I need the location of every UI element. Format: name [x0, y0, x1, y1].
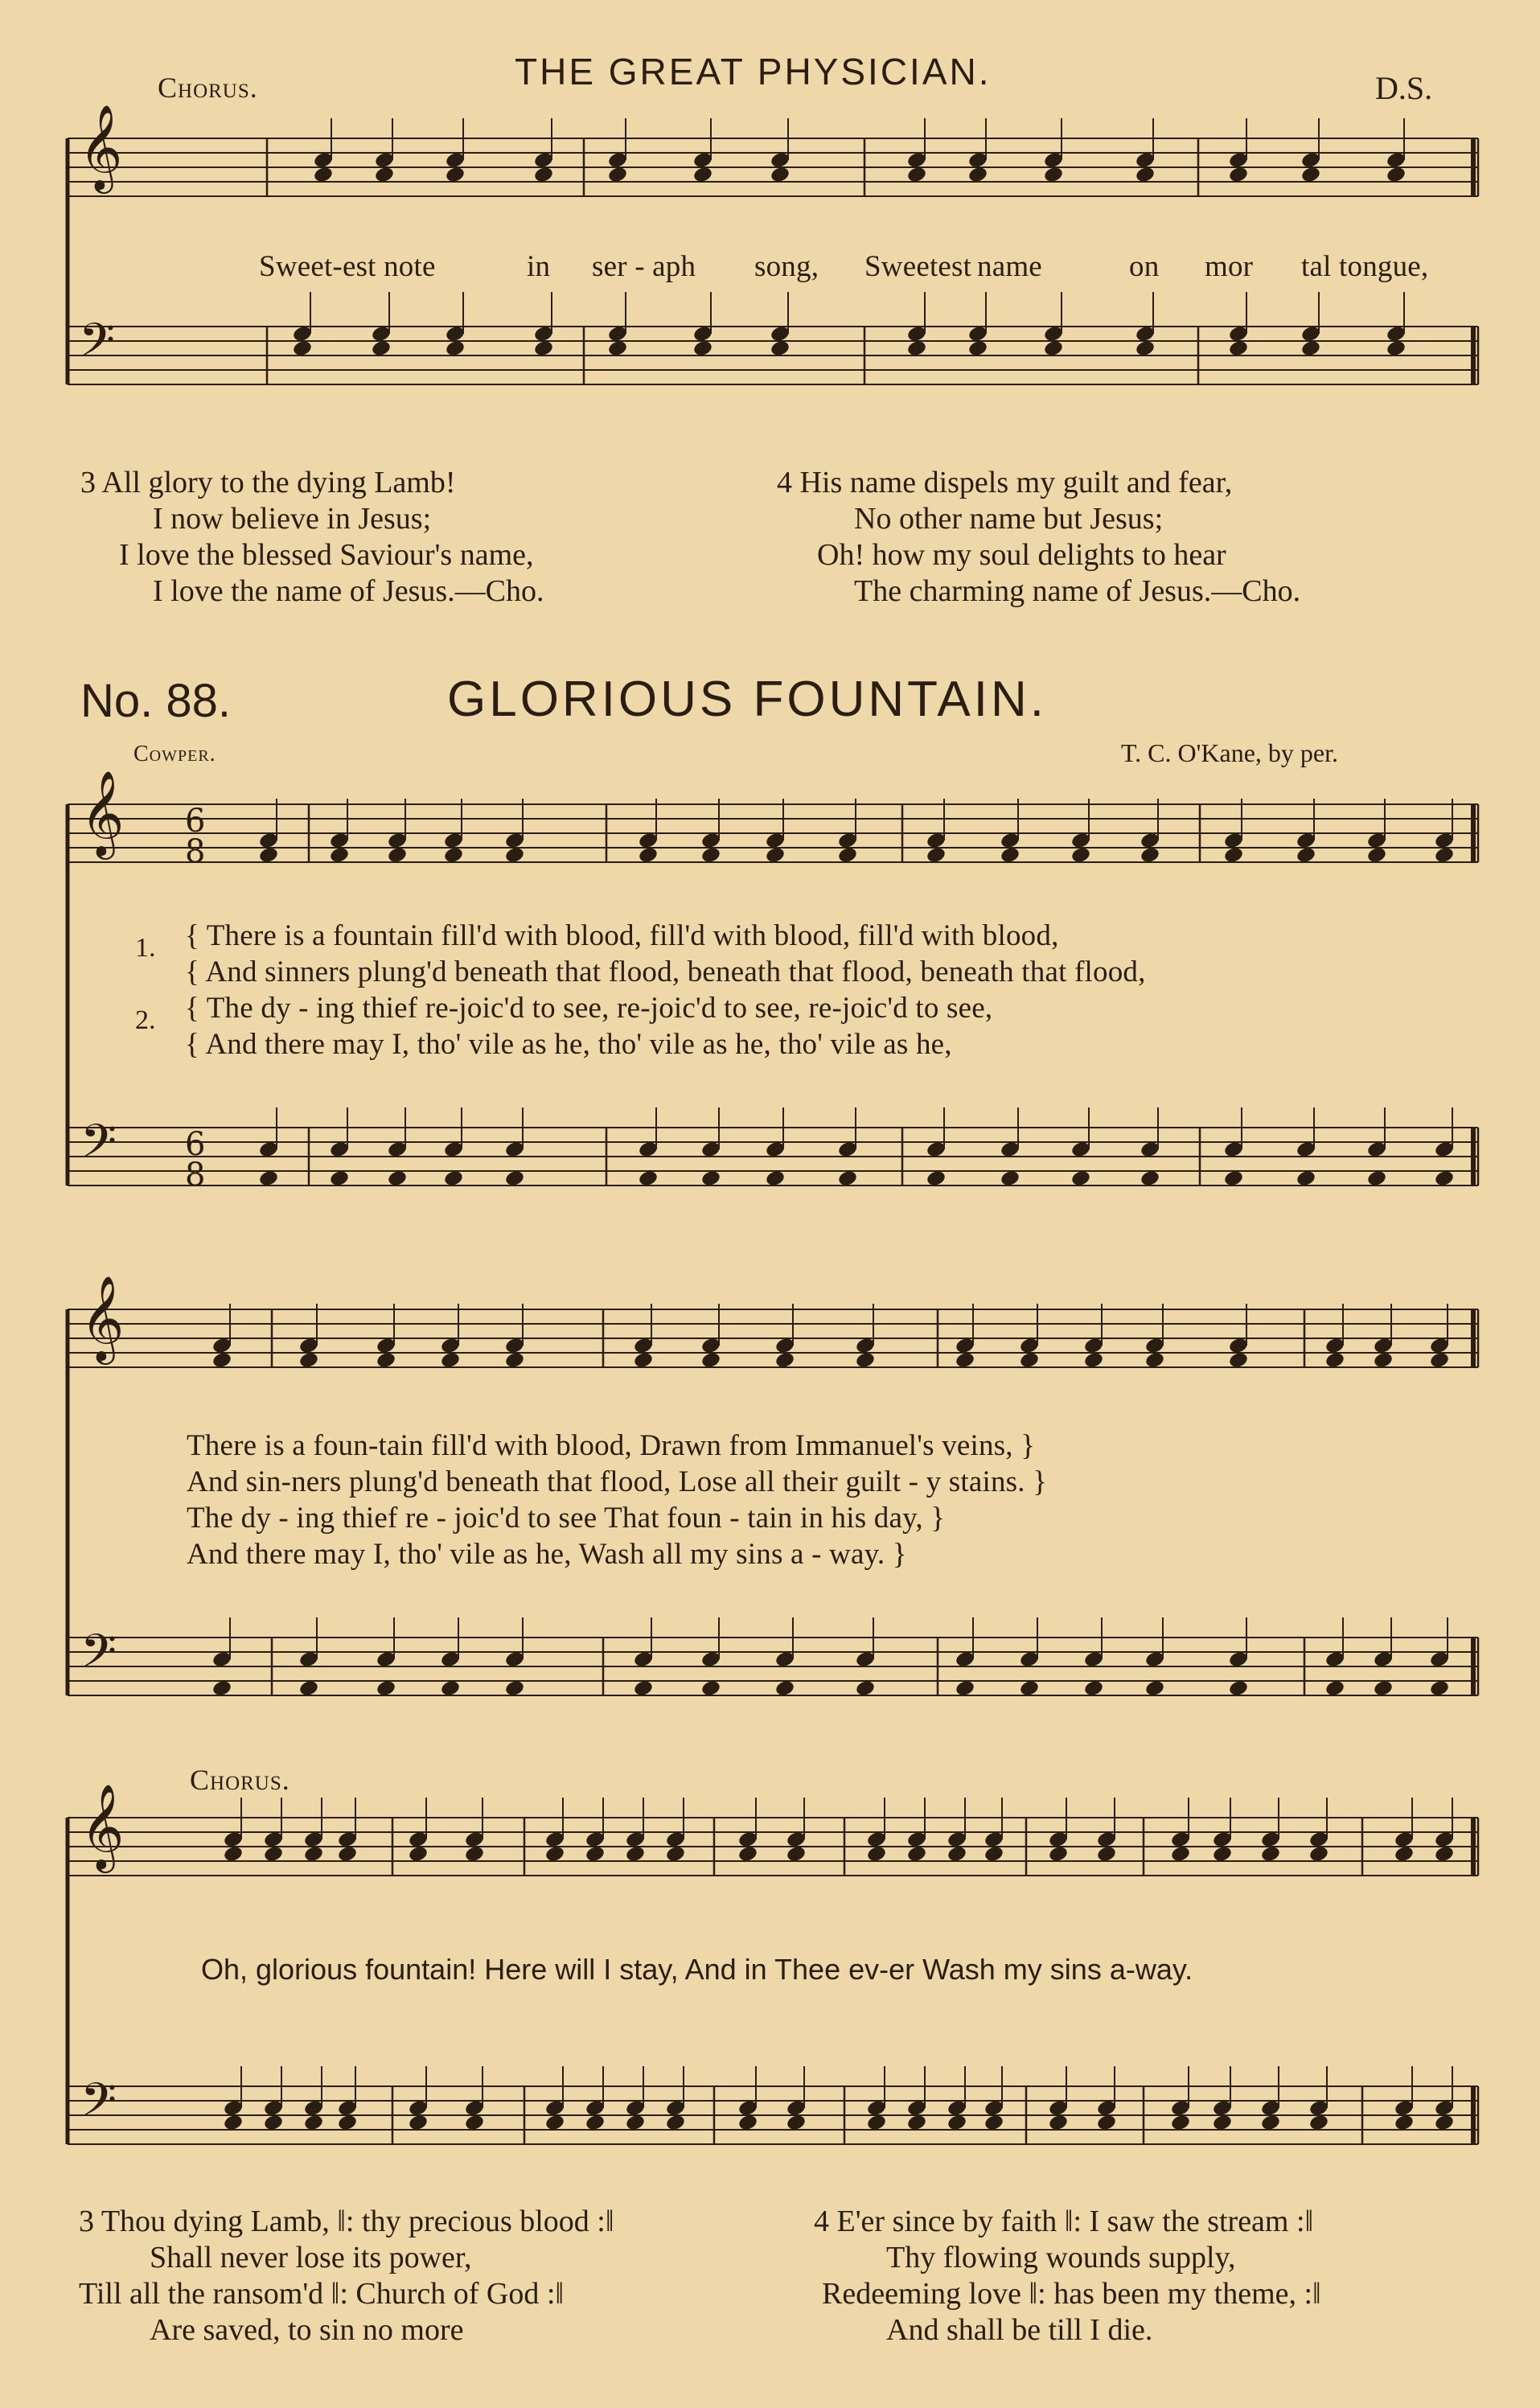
system-b-treble-note [1434, 846, 1455, 865]
system-c-treble-note [1324, 1351, 1345, 1370]
system-d-bass-note [1308, 2114, 1329, 2132]
system-d-bass-note [223, 2114, 244, 2132]
system-c-bass-note [1228, 1679, 1249, 1698]
system-b-bass-note [638, 1169, 659, 1188]
system-a-treble-note [445, 166, 466, 184]
system-d-treble-note [337, 1845, 358, 1864]
system-c-treble-note [211, 1351, 232, 1370]
system-a-treble-note [906, 166, 927, 184]
system-b-bass-note [1000, 1169, 1021, 1188]
system-d-bass-note [585, 2114, 606, 2132]
system-c-bass-note [1373, 1679, 1394, 1698]
system-c-bass-note [774, 1679, 795, 1698]
system-d-treble-note [1260, 1845, 1281, 1864]
system-b-treble-note [443, 846, 464, 865]
system-c-treble-note [1373, 1351, 1394, 1370]
system-c-treble-note [376, 1351, 396, 1370]
system-d-treble-note [464, 1845, 485, 1864]
system-c-bass-note [855, 1679, 876, 1698]
system-d-treble-note [947, 1845, 967, 1864]
system-a-treble-note [692, 166, 713, 184]
system-b-treble-note [700, 846, 721, 865]
system-c-treble-note [1429, 1351, 1450, 1370]
system-a-bass-note [770, 339, 791, 358]
system-a-bass-note [1135, 339, 1156, 358]
composer-credit: T. C. O'Kane, by per. [1121, 738, 1338, 767]
system-a-treble-note [1300, 166, 1321, 184]
system-d-treble-note [408, 1845, 429, 1864]
system-d-bass-note [906, 2114, 927, 2132]
system-d-bass-note [1048, 2114, 1069, 2132]
stanza-2-label: 2. [135, 1005, 156, 1035]
system-a-bass-note [371, 339, 392, 358]
system-c-bass-note [1429, 1679, 1450, 1698]
system-c-bass-note [955, 1679, 975, 1698]
system-c-bass-note [1019, 1679, 1040, 1698]
stanza-1-label: 1. [135, 933, 156, 963]
system-d-bass-note [947, 2114, 967, 2132]
system-c-treble-note [440, 1351, 461, 1370]
system-d-treble-note [1308, 1845, 1329, 1864]
treble-clef-icon: 𝄞 [80, 1275, 125, 1361]
system-b-treble-note [387, 846, 408, 865]
system-d-treble-note [585, 1845, 606, 1864]
system-b-bass-note [765, 1169, 786, 1188]
system-d-bass-note [625, 2114, 646, 2132]
treble-clef-icon: 𝄞 [80, 770, 125, 856]
system-c-bass-note [1144, 1679, 1165, 1698]
system-b-bass-time-sig-bottom: 8 [185, 1157, 206, 1194]
system-c-treble-note [1144, 1351, 1165, 1370]
system-a-bass-note [1386, 339, 1407, 358]
author-credit: Cowper. [133, 742, 216, 766]
system-b-treble-note [1000, 846, 1021, 865]
system-a-treble-note [533, 166, 554, 184]
system-d-bass-note [1170, 2114, 1191, 2132]
system-b-bass-note [837, 1169, 858, 1188]
system-a-treble-note [313, 166, 334, 184]
system-d-bass-note [1434, 2114, 1455, 2132]
system-b-bass-note [1434, 1169, 1455, 1188]
chorus-label: Chorus. [190, 1764, 290, 1796]
system-d-treble-note [303, 1845, 324, 1864]
system-b-treble-note [926, 846, 947, 865]
system-d-bass-note [1394, 2114, 1415, 2132]
system-d-bass-note [737, 2114, 758, 2132]
system-d-treble-note [1170, 1845, 1191, 1864]
system-b-treble-note [1140, 846, 1160, 865]
system-a-bass-note [445, 339, 466, 358]
system-b-treble-note [1223, 846, 1244, 865]
system-c-bass-note [700, 1679, 721, 1698]
system-a-bass-note [1228, 339, 1249, 358]
system-a-bass-note [1043, 339, 1064, 358]
system-d-bass-note [544, 2114, 565, 2132]
system-d-bass-note [408, 2114, 429, 2132]
system-b-time-sig-top: 6 [185, 803, 206, 840]
system-c-bass-note [1083, 1679, 1104, 1698]
system-c-bass-note [211, 1679, 232, 1698]
system-a-bass-note [292, 339, 313, 358]
system-a-bass-note [906, 339, 927, 358]
system-d-treble-note [906, 1845, 927, 1864]
system-d-bass-note [1212, 2114, 1233, 2132]
bass-clef-icon: 𝄢 [80, 2073, 117, 2139]
system-b-treble-note [329, 846, 350, 865]
system-d-bass-note [1096, 2114, 1117, 2132]
system-d-treble-note [263, 1845, 284, 1864]
system-b-treble-note [1296, 846, 1316, 865]
system-b-bass-note [1366, 1169, 1387, 1188]
song-title-top: THE GREAT PHYSICIAN. [515, 51, 992, 92]
system-c-treble-note [774, 1351, 795, 1370]
system-b-treble-note [837, 846, 858, 865]
system-d-bass-note [665, 2114, 686, 2132]
system-c-bass-note [1324, 1679, 1345, 1698]
treble-clef-icon: 𝄞 [79, 104, 123, 190]
system-b-bass-note [1223, 1169, 1244, 1188]
system-d-treble-note [1394, 1845, 1415, 1864]
system-b-bass-note [443, 1169, 464, 1188]
system-d-bass-note [866, 2114, 887, 2132]
system-b-time-sig-bottom: 8 [185, 833, 206, 870]
system-d-treble-note [544, 1845, 565, 1864]
system-c-treble-note [955, 1351, 975, 1370]
system-d-treble-note [665, 1845, 686, 1864]
system-a-bass-note [692, 339, 713, 358]
system-c-treble-note [298, 1351, 319, 1370]
bass-clef-icon: 𝄢 [80, 1114, 117, 1180]
system-a-treble-note [1043, 166, 1064, 184]
system-a-treble-note [1228, 166, 1249, 184]
system-c-bass-note [298, 1679, 319, 1698]
system-d-bass-note [303, 2114, 324, 2132]
system-c-treble-note [1019, 1351, 1040, 1370]
system-c-treble-note [1228, 1351, 1249, 1370]
system-a-bass-note [533, 339, 554, 358]
system-d-treble-note [984, 1845, 1004, 1864]
bass-clef-icon: 𝄢 [79, 313, 116, 379]
system-d-bass-note [786, 2114, 807, 2132]
system-a-treble-note [770, 166, 791, 184]
hymn-number: No. 88. [80, 675, 231, 727]
system-a-treble-note [374, 166, 395, 184]
system-a-bass-note [607, 339, 628, 358]
ds-marking: D.S. [1375, 70, 1433, 106]
system-b-bass-note [258, 1169, 279, 1188]
system-d-bass-note [337, 2114, 358, 2132]
system-a-treble-note [607, 166, 628, 184]
system-b-bass-note [329, 1169, 350, 1188]
system-c-treble-note [504, 1351, 525, 1370]
system-c-bass-note [633, 1679, 654, 1698]
system-d-treble-note [786, 1845, 807, 1864]
system-c-treble-note [633, 1351, 654, 1370]
system-c-treble-note [1083, 1351, 1104, 1370]
system-b-bass-note [700, 1169, 721, 1188]
system-d-treble-note [223, 1845, 244, 1864]
system-b-treble-note [1070, 846, 1091, 865]
system-b-treble-note [765, 846, 786, 865]
system-a-treble-note [1386, 166, 1407, 184]
system-a-treble-note [1135, 166, 1156, 184]
treble-clef-icon: 𝄞 [80, 1783, 125, 1869]
system-b-bass-note [1296, 1169, 1316, 1188]
system-b-bass-note [387, 1169, 408, 1188]
system-d-treble-note [1096, 1845, 1117, 1864]
system-b-treble-note [258, 846, 279, 865]
system-a-bass-note [1300, 339, 1321, 358]
hymn-title: GLORIOUS FOUNTAIN. [447, 672, 1048, 727]
chorus-lyrics: Oh, glorious fountain! Here will I stay, And in Thee ev-er Wash my sins a-way. [201, 1953, 1193, 1986]
system-c-bass-note [504, 1679, 525, 1698]
system-c-bass-note [376, 1679, 396, 1698]
system-d-treble-note [737, 1845, 758, 1864]
system-d-treble-note [1212, 1845, 1233, 1864]
system-b-treble-note [638, 846, 659, 865]
system-d-treble-note [1434, 1845, 1455, 1864]
system-b-treble-note [504, 846, 525, 865]
system-d-bass-note [263, 2114, 284, 2132]
chorus-label-top: Chorus. [158, 72, 258, 104]
system-d-treble-note [866, 1845, 887, 1864]
system-d-treble-note [1048, 1845, 1069, 1864]
system-a-treble-note [967, 166, 988, 184]
bass-clef-icon: 𝄢 [80, 1624, 117, 1690]
system-b-bass-note [1070, 1169, 1091, 1188]
system-b-bass-note [504, 1169, 525, 1188]
system-b-treble-note [1366, 846, 1387, 865]
system-c-treble-note [700, 1351, 721, 1370]
system-c-treble-note [855, 1351, 876, 1370]
system-b-bass-time-sig-top: 6 [185, 1126, 206, 1163]
system-d-treble-note [625, 1845, 646, 1864]
system-d-bass-note [984, 2114, 1004, 2132]
system-b-bass-note [926, 1169, 947, 1188]
system-d-bass-note [1260, 2114, 1281, 2132]
system-d-bass-note [464, 2114, 485, 2132]
system-a-bass-note [967, 339, 988, 358]
system-c-bass-note [440, 1679, 461, 1698]
system-b-bass-note [1140, 1169, 1160, 1188]
